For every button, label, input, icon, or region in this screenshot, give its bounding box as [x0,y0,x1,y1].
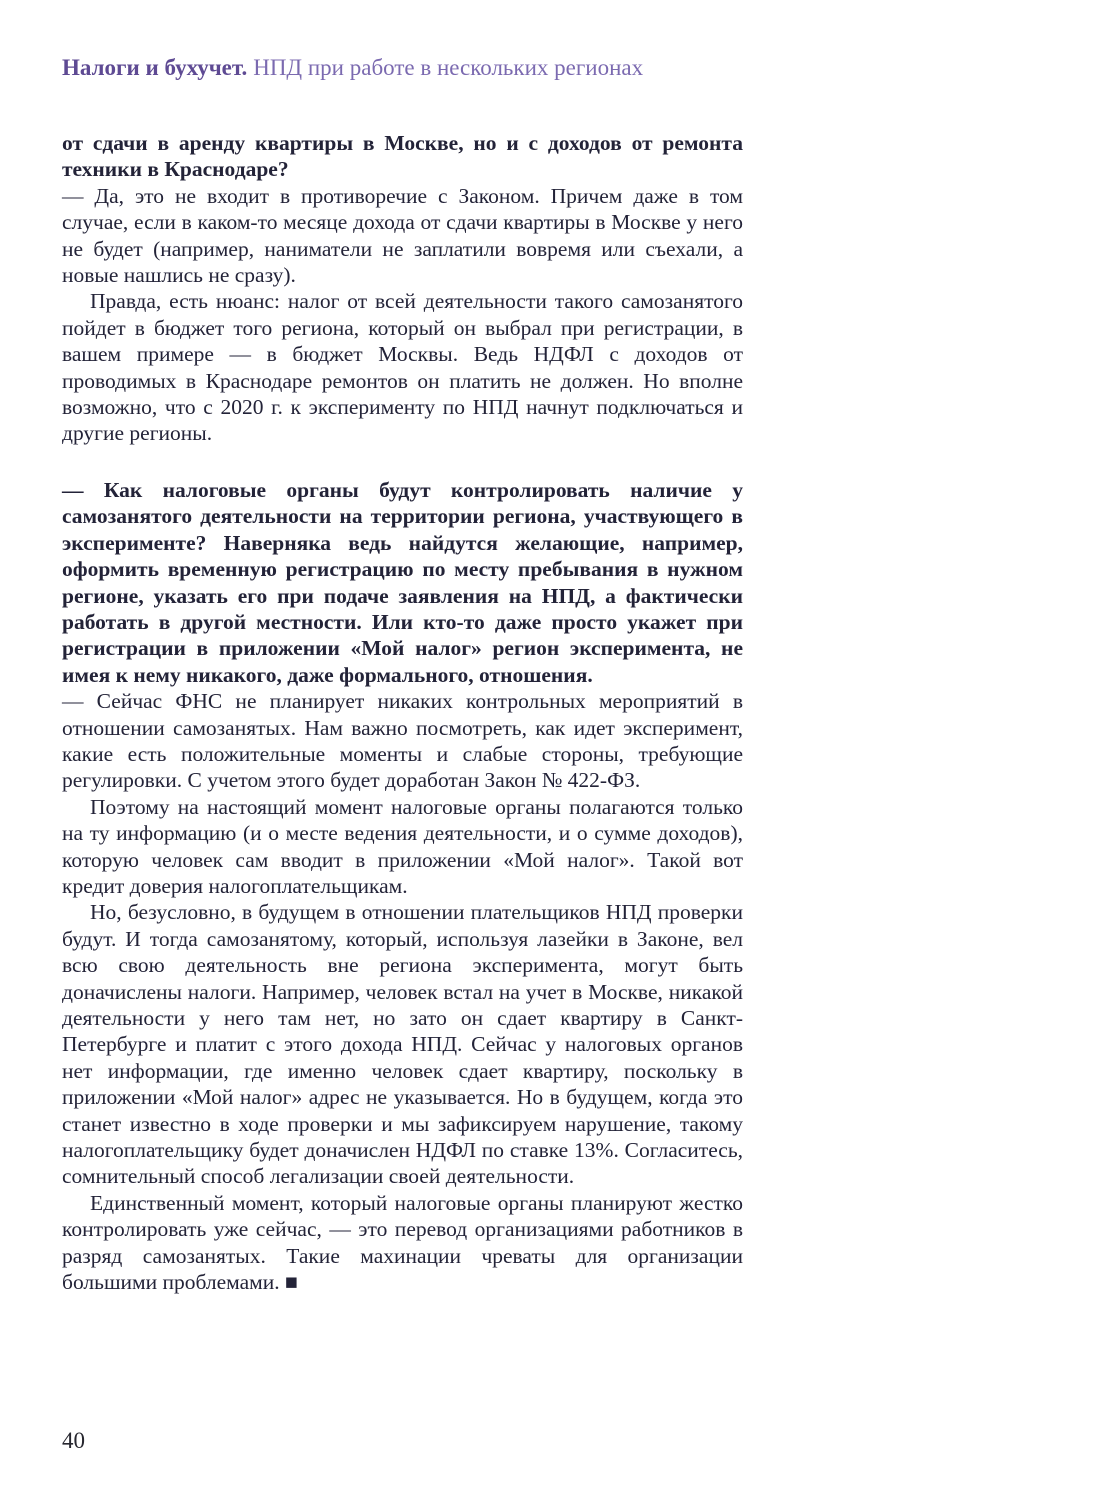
article-body [62,130,743,1295]
paragraph-question: — Как налоговые органы будут контролировать наличие у самозанятого деятельности на территории региона, участвующего в эксперименте? Наверняка ведь найдутся желающие, например, оформить временную регистрацию по месту пребывания в нужном регионе, указать его при подаче заявления на НПД, а фактически работать в другой местности. Или кто-то даже просто укажет при регистрации в приложении «Мой налог» регион эксперимента, не имея к нему никакого, даже формального, отношения. [62,477,743,687]
paragraph-answer: — Да, это не входит в противоречие с Законом. Причем даже в том случае, если в каком-то месяце дохода от сдачи квартиры в Москве у него не будет (например, наниматели не заплатили вовремя или съехали, а новые нашлись не сразу). [62,183,743,288]
journal-title: Налоги и бухучет. [62,55,248,80]
paragraph-answer: Правда, есть нюанс: налог от всей деятельности такого самозанятого пойдет в бюджет того региона, который он выбрал при регистрации, в вашем примере — в бюджет Москвы. Ведь НДФЛ с доходов от проводимых в Краснодаре ремонтов он платить не должен. Но вполне возможно, что с 2020 г. к эксперименту по НПД начнут подключаться и другие регионы. [62,289,743,446]
paragraph-answer: Но, безусловно, в будущем в отношении плательщиков НПД проверки будут. И тогда самозанятому, который, используя лазейки в Законе, вел всю свою деятельность вне региона эксперимента, могут быть доначислены налоги. Например, человек встал на учет в Москве, никакой деятельности у него там нет, но зато он сдает квартиру в Санкт-Петербурге и платит с этого дохода НПД. Сейчас у налоговых органов нет информации, где именно человек сдает квартиру, поскольку в приложении «Мой налог» адрес не указывается. Но в будущем, когда это станет известно в ходе проверки и мы зафиксируем нарушение, такому налогоплательщику будет доначислен НДФЛ по ставке 13%. Согласитесь, сомнительный способ легализации своей деятельности. [62,900,743,1189]
paragraph-answer-final: Единственный момент, который налоговые органы планируют жестко контролировать уже сейчас, — это перевод организациями работников в разряд самозанятых. Такие махинации чреваты для организации большими проблемами. ■ [62,1190,743,1295]
paragraph-answer: Поэтому на настоящий момент налоговые органы полагаются только на ту информацию (и о месте ведения деятельности, и о сумме доходов), которую человек сам вводит в приложении «Мой налог». Такой вот кредит доверия налогоплательщикам. [62,794,743,898]
paragraph-question-continuation: от сдачи в аренду квартиры в Москве, но и с доходов от ремонта техники в Краснодаре? [62,131,743,182]
running-header [62,54,1062,81]
page-number: 40 [62,1428,85,1453]
paragraph-answer: — Сейчас ФНС не планирует никаких контрольных мероприятий в отношении самозанятых. Нам важно посмотреть, как идет эксперимент, какие есть положительные моменты и слабые стороны, требующие регулировки. С учетом этого будет доработан Закон № 422-ФЗ. [62,689,743,793]
section-title: НПД при работе в нескольких регионах [253,55,644,80]
